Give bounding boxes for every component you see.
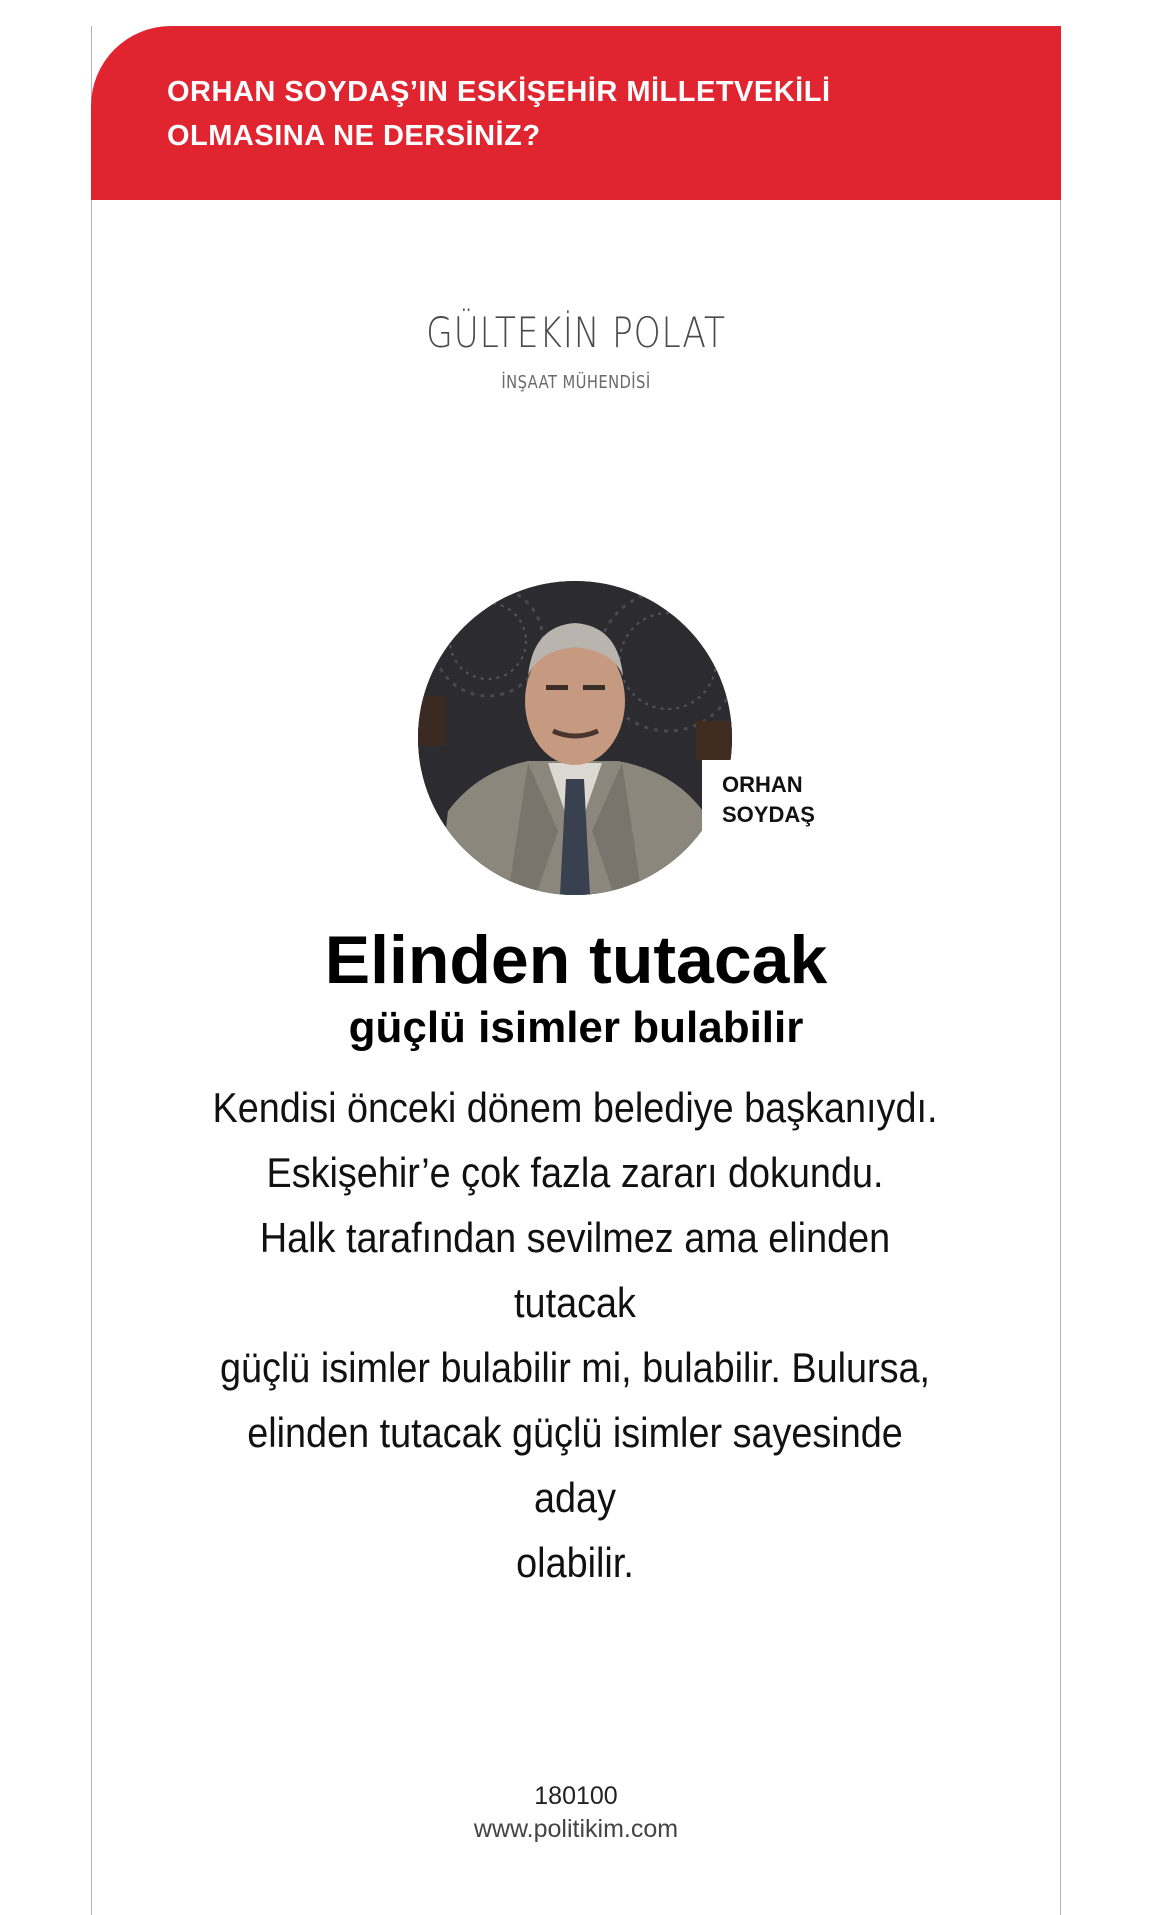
body-line: güçlü isimler bulabilir mi, bulabilir. Bulursa,	[219, 1344, 931, 1391]
author-name: GÜLTEKİN POLAT	[426, 308, 726, 357]
body-line: elinden tutacak güçlü isimler sayesinde aday	[247, 1409, 903, 1521]
header-bar	[91, 26, 1061, 200]
body-line: olabilir.	[516, 1539, 634, 1586]
body-line: Eskişehir’e çok fazla zararı dokundu.	[266, 1149, 884, 1196]
portrait-photo	[418, 581, 732, 895]
body-line: Halk tarafından sevilmez ama elinden tutacak	[259, 1214, 891, 1326]
body-line: Kendisi önceki dönem belediye başkanıydı.	[212, 1084, 938, 1131]
author-title: İNŞAAT MÜHENDİSİ	[501, 372, 651, 393]
footer-code: 180100	[534, 1782, 618, 1810]
header-title: ORHAN SOYDAŞ’IN ESKİŞEHİR MİLLETVEKİLİ OLMASINA NE DERSİNİZ?	[167, 76, 831, 152]
article-body	[160, 1075, 990, 1595]
headline: Elinden tutacak	[324, 922, 828, 998]
portrait-name-label: ORHAN SOYDAŞ	[722, 772, 815, 827]
portrait-name-tag	[702, 760, 832, 852]
footer-url[interactable]: www.politikim.com	[473, 1815, 679, 1843]
subheadline: güçlü isimler bulabilir	[348, 1003, 804, 1052]
